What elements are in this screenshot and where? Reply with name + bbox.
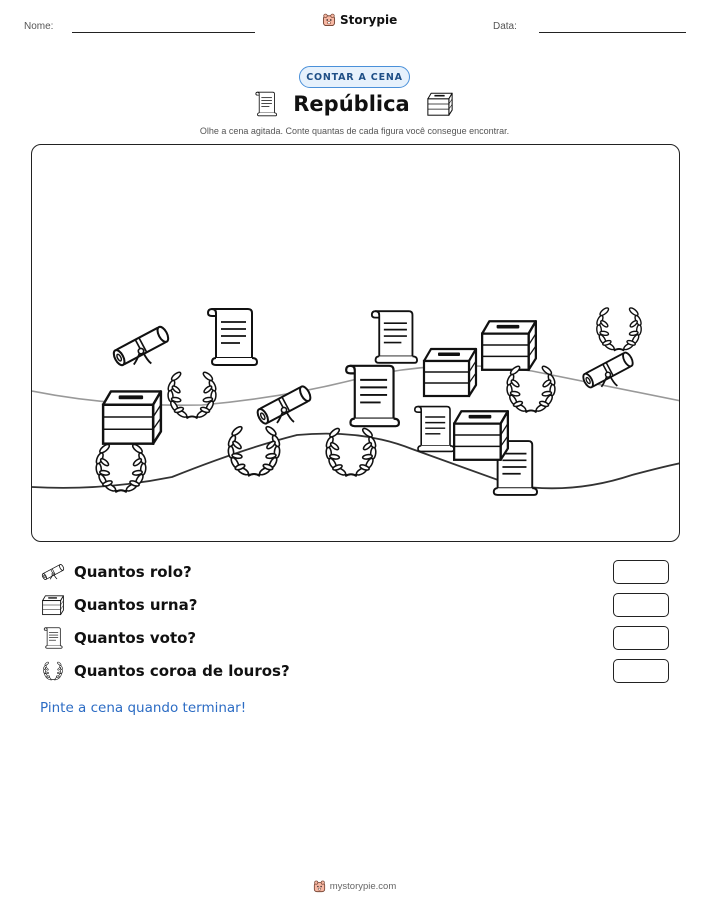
date-label: Data: bbox=[493, 21, 517, 32]
voto-item bbox=[372, 311, 417, 363]
voto-icon bbox=[255, 91, 277, 117]
scene-illustration bbox=[32, 145, 680, 542]
question-rolo bbox=[40, 560, 670, 584]
brand-name: Storypie bbox=[340, 13, 398, 27]
date-line[interactable] bbox=[539, 32, 686, 33]
activity-tag: CONTAR A CENA bbox=[299, 66, 410, 88]
name-label: Nome: bbox=[24, 21, 54, 32]
coroa-de-louros-item bbox=[227, 425, 281, 476]
urna-item bbox=[103, 391, 161, 443]
answer-box-urna[interactable] bbox=[613, 593, 669, 617]
rolo-item bbox=[112, 325, 171, 367]
question-label: Quantos urna? bbox=[74, 596, 198, 614]
urna-item bbox=[454, 411, 508, 460]
voto-item bbox=[208, 309, 257, 365]
voto-icon bbox=[43, 627, 63, 649]
storypie-mascot-icon bbox=[313, 880, 326, 893]
answer-box-rolo[interactable] bbox=[613, 560, 669, 584]
coloring-note: Pinte a cena quando terminar! bbox=[40, 700, 247, 716]
question-voto bbox=[40, 626, 670, 650]
footer bbox=[0, 880, 709, 893]
answer-box-coroa-de-louros[interactable] bbox=[613, 659, 669, 683]
urna-item bbox=[482, 321, 536, 370]
rolo-item bbox=[256, 385, 313, 425]
urna-item bbox=[424, 349, 476, 396]
storypie-mascot-icon bbox=[322, 13, 336, 27]
question-urna bbox=[40, 593, 670, 617]
footer-site: mystorypie.com bbox=[329, 881, 397, 892]
coroa-de-louros-item bbox=[167, 371, 217, 419]
voto-item bbox=[346, 366, 399, 426]
scene-panel bbox=[31, 144, 680, 542]
name-line[interactable] bbox=[72, 32, 255, 33]
urna-icon bbox=[426, 91, 454, 117]
question-label: Quantos voto? bbox=[74, 629, 197, 647]
title-row bbox=[0, 91, 709, 117]
question-coroa-de-louros bbox=[40, 659, 670, 683]
answer-box-voto[interactable] bbox=[613, 626, 669, 650]
rolo-item bbox=[581, 351, 634, 389]
question-label: Quantos rolo? bbox=[74, 563, 192, 581]
page-title: República bbox=[293, 92, 410, 116]
rolo-icon bbox=[40, 562, 66, 582]
voto-item bbox=[415, 407, 454, 452]
urna-icon bbox=[41, 594, 65, 616]
coroa-de-louros-item bbox=[596, 307, 643, 351]
brand bbox=[322, 13, 397, 27]
question-label: Quantos coroa de louros? bbox=[74, 662, 290, 680]
instructions: Olhe a cena agitada. Conte quantas de cada figura você consegue encontrar. bbox=[199, 126, 510, 136]
coroa-de-louros-item bbox=[506, 365, 556, 413]
coroa-de-louros-icon bbox=[41, 660, 65, 682]
